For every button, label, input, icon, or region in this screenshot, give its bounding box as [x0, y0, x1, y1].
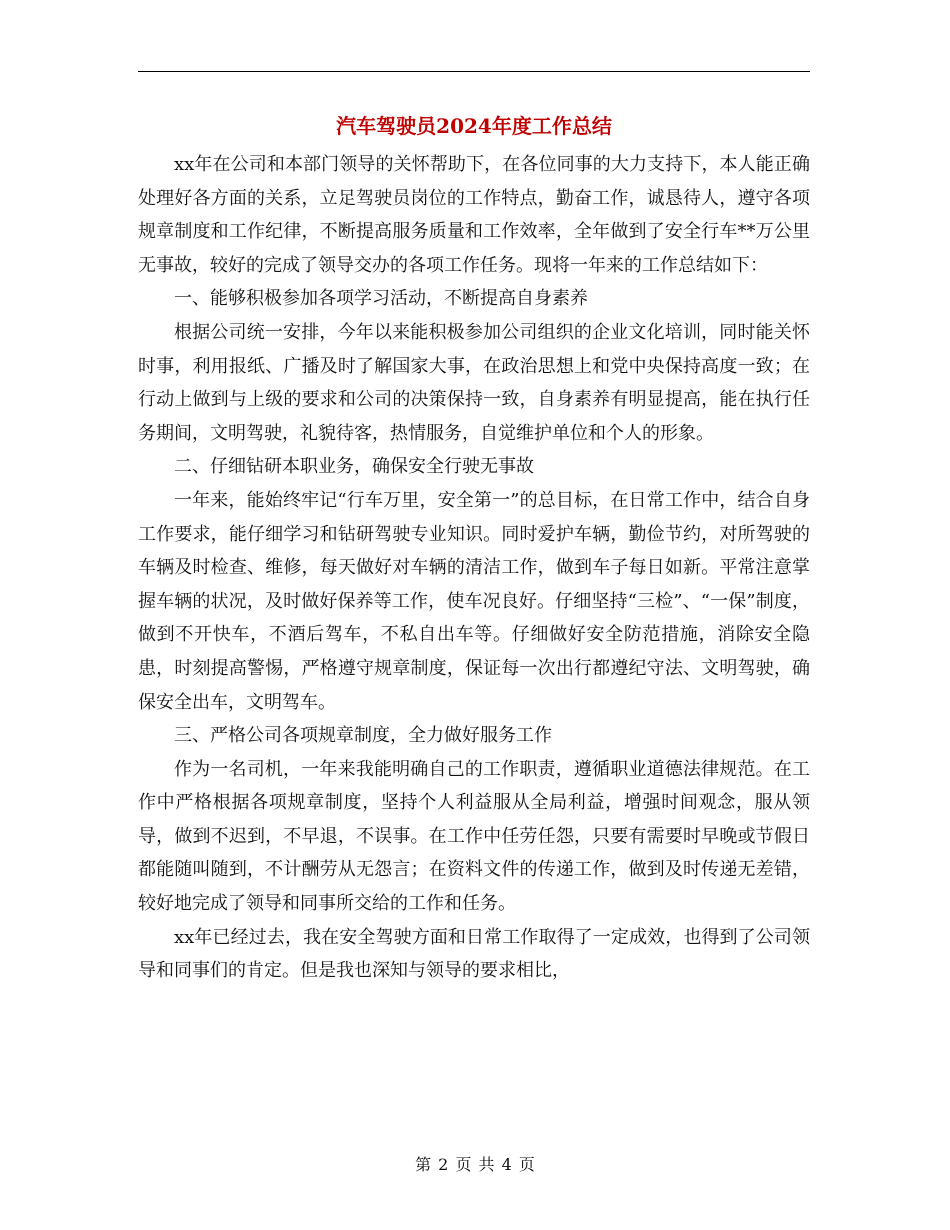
document-title: 汽车驾驶员2024年度工作总结 — [336, 114, 612, 138]
paragraph-conclusion: xx年已经过去，我在安全驾驶方面和日常工作取得了一定成效，也得到了公司领导和同事们的肯定。但是我也深知与领导的要求相比， — [138, 926, 810, 982]
paragraph-section-3: 作为一名司机，一年来我能明确自己的工作职责，遵循职业道德法律规范。在工作中严格根据各项规章制度，坚持个人利益服从全局利益，增强时间观念，服从领导，做到不迟到，不早退，不误事。在工作中任劳任怨，只要有需要时早晚或节假日都能随叫随到，不计酬劳从无怨言；在资料文件的传递工作，做到及时传递无差错，较好地完成了领导和同事所交给的工作和任务。 — [138, 758, 810, 915]
paragraph-section-2: 一年来，能始终牢记“行车万里，安全第一”的总目标，在日常工作中，结合自身工作要求，能仔细学习和钻研驾驶专业知识。同时爱护车辆，勤俭节约，对所驾驶的车辆及时检查、维修，每天做好对车辆的清洁工作，做到车子每日如新。平常注意掌握车辆的状况，及时做好保养等工作，使车况良好。仔细坚持“三检”、“一保”制度，做到不开快车，不酒后驾车，不私自出车等。仔细做好安全防范措施，消除安全隐患，时刻提高警惕，严格遵守规章制度，保证每一次出行都遵纪守法、文明驾驶，确保安全出车，文明驾车。 — [138, 489, 810, 713]
section-heading-2: 二、仔细钻研本职业务，确保安全行驶无事故 — [174, 456, 534, 478]
header-rule — [138, 71, 810, 72]
page-footer: 第 2 页 共 4 页 — [415, 1155, 535, 1174]
paragraph-section-1: 根据公司统一安排，今年以来能积极参加公司组织的企业文化培训，同时能关怀时事，利用报纸、广播及时了解国家大事，在政治思想上和党中央保持高度一致；在行动上做到与上级的要求和公司的决策保持一致，自身素养有明显提高，能在执行任务期间，文明驾驶，礼貌待客，热情服务，自觉维护单位和个人的形象。 — [138, 321, 810, 444]
paragraph-intro: xx年在公司和本部门领导的关怀帮助下，在各位同事的大力支持下，本人能正确处理好各方面的关系，立足驾驶员岗位的工作特点，勤奋工作，诚恳待人，遵守各项规章制度和工作纪律，不断提高服务质量和工作效率，全年做到了安全行车**万公里无事故，较好的完成了领导交办的各项工作任务。现将一年来的工作总结如下： — [138, 154, 810, 276]
section-heading-3: 三、严格公司各项规章制度，全力做好服务工作 — [174, 725, 552, 747]
document-body — [138, 148, 810, 988]
section-heading-1: 一、能够积极参加各项学习活动，不断提高自身素养 — [174, 288, 588, 310]
